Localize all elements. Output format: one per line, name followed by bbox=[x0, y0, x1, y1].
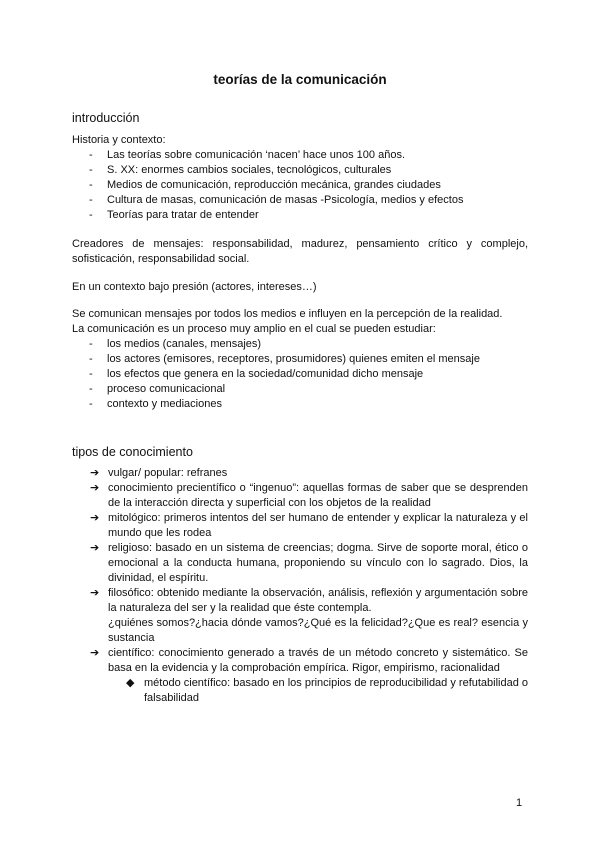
list-item: - proceso comunicacional bbox=[89, 383, 226, 395]
list-item: - los medios (canales, mensajes) bbox=[89, 338, 262, 350]
list-item: - contexto y mediaciones bbox=[89, 398, 222, 410]
list-item: - Las teorías sobre comunicación ‘nacen’ hace unos 100 años. bbox=[89, 149, 406, 161]
list-item: - Teorías para tratar de entender bbox=[89, 209, 259, 221]
creators-paragraph: Creadores de mensajes: responsabilidad, madurez, pensamiento crítico y complejo, sofisticación, responsabilidad social. bbox=[72, 238, 528, 265]
arrow-icon: ➔ bbox=[90, 587, 100, 599]
process-line: La comunicación es un proceso muy amplio en el cual se pueden estudiar: bbox=[72, 323, 436, 335]
knowledge-section bbox=[72, 466, 528, 706]
intro-heading: introducción bbox=[72, 111, 140, 125]
list-item: ➔ vulgar/ popular: refranes bbox=[90, 467, 228, 479]
diamond-icon: ◆ bbox=[126, 677, 135, 689]
knowledge-heading: tipos de conocimiento bbox=[72, 445, 193, 459]
list-item: - los efectos que genera en la sociedad/comunidad dicho mensaje bbox=[89, 368, 424, 380]
knowledge-list bbox=[72, 466, 528, 706]
philosophy-questions: ¿quiénes somos?¿hacia dónde vamos?¿Qué es la felicidad?¿Que es real? esencia y sustancia bbox=[108, 617, 528, 644]
arrow-icon: ➔ bbox=[90, 542, 100, 554]
scientific-sublist bbox=[108, 676, 528, 706]
list-item: ➔ filosófico: obtenido mediante la observación, análisis, reflexión y argumentación sobre la naturaleza del ser y la realidad que éste contempla. ¿quiénes somos?¿hacia dónde vamos?¿Qué es la felicidad?¿Que es real? esencia y sustancia bbox=[90, 587, 528, 644]
list-item: ➔ mitológico: primeros intentos del ser humano de entender y explicar la naturaleza y el mundo que les rodea bbox=[90, 512, 528, 539]
process-section bbox=[72, 307, 528, 412]
arrow-icon: ➔ bbox=[90, 512, 100, 524]
list-item: ➔ científico: conocimiento generado a través de un método concreto y sistemático. Se basa en la evidencia y la comprobación empírica. Rigor, empirismo, racionalidad ◆ método científico: basado en los principios de reproducibilidad y refutabilidad o falsabilidad bbox=[90, 647, 529, 704]
arrow-icon: ➔ bbox=[90, 482, 100, 494]
list-item: - Cultura de masas, comunicación de masas -Psicología, medios y efectos bbox=[89, 194, 464, 206]
list-item: - S. XX: enormes cambios sociales, tecnológicos, culturales bbox=[89, 164, 392, 176]
list-item: - Medios de comunicación, reproducción mecánica, grandes ciudades bbox=[89, 179, 441, 191]
media-line: Se comunican mensajes por todos los medios e influyen en la percepción de la realidad. bbox=[72, 308, 503, 320]
arrow-icon: ➔ bbox=[90, 467, 100, 479]
pressure-paragraph: En un contexto bajo presión (actores, intereses…) bbox=[72, 281, 317, 293]
history-section bbox=[72, 133, 528, 223]
page-title: teorías de la comunicación bbox=[213, 72, 387, 87]
process-list bbox=[72, 337, 528, 412]
list-item: ➔ conocimiento precientífico o “ingenuo”: aquellas formas de saber que se desprenden de la interacción directa y superficial con los objetos de la realidad bbox=[90, 482, 528, 509]
history-label: Historia y contexto: bbox=[72, 134, 166, 146]
list-item: ◆ método científico: basado en los principios de reproducibilidad y refutabilidad o falsabilidad bbox=[126, 677, 529, 704]
page-number: 1 bbox=[516, 797, 523, 809]
history-list bbox=[72, 148, 528, 223]
arrow-icon: ➔ bbox=[90, 647, 100, 659]
list-item: - los actores (emisores, receptores, prosumidores) quienes emiten el mensaje bbox=[89, 353, 480, 365]
list-item: ➔ religioso: basado en un sistema de creencias; dogma. Sirve de soporte moral, ético o emocional a la conducta humana, proponiendo su vínculo con lo sagrado. Dios, la divinidad, el espíritu. bbox=[90, 542, 528, 584]
